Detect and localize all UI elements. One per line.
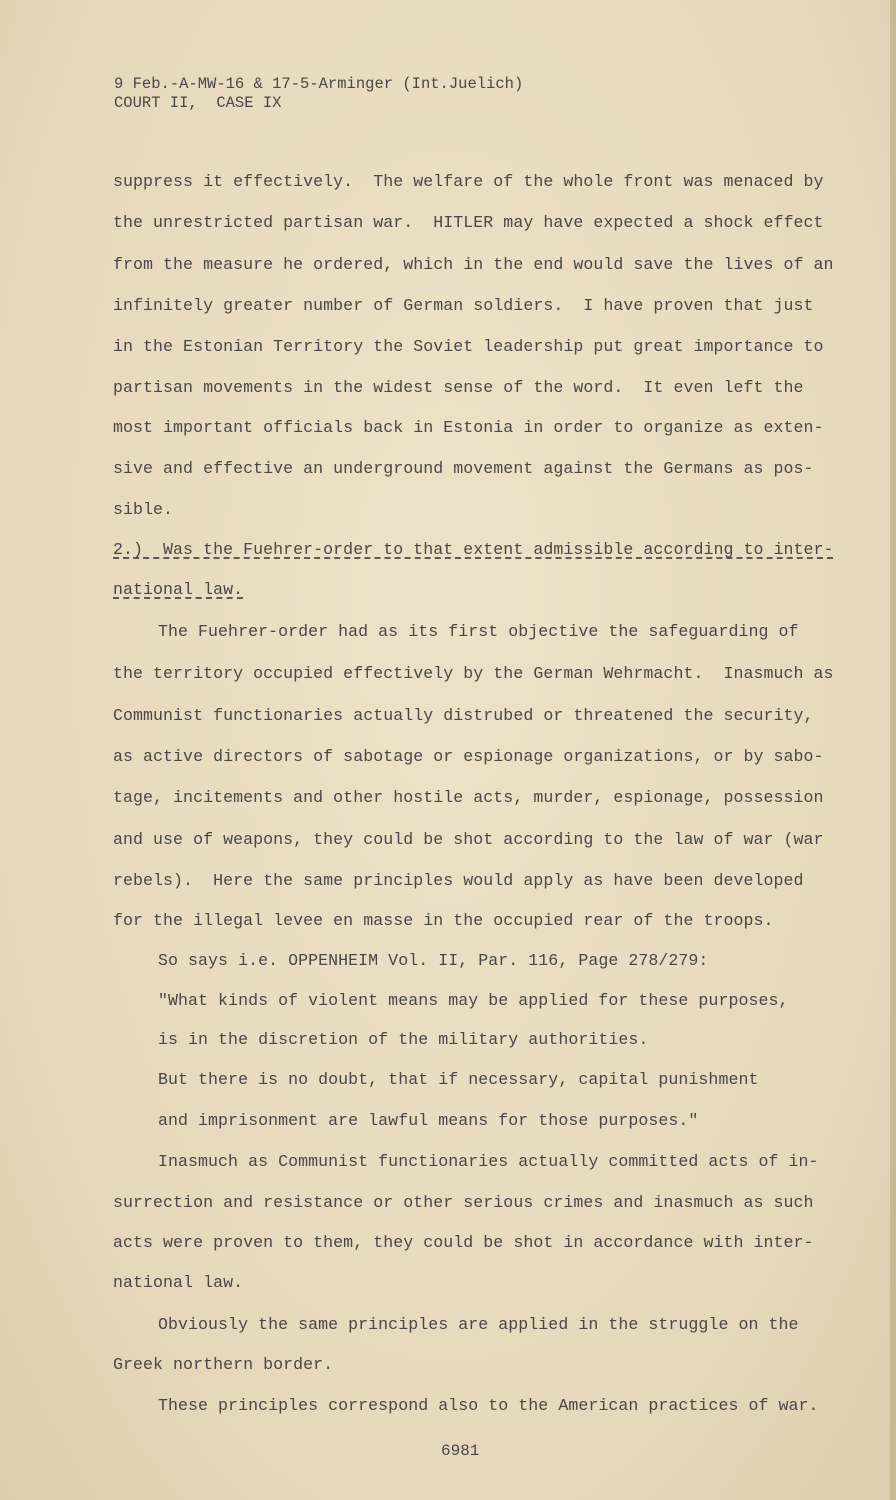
body-text-line: infinitely greater number of German soldiers. I have proven that just: [113, 296, 814, 315]
page-number: 6981: [441, 1442, 480, 1460]
body-text-line: Inasmuch as Communist functionaries actually committed acts of in-: [158, 1152, 819, 1171]
body-text-line: Communist functionaries actually distrubed or threatened the security,: [113, 706, 814, 725]
body-text-line: acts were proven to them, they could be shot in accordance with inter-: [113, 1233, 814, 1252]
body-text-line: as active directors of sabotage or espionage organizations, or by sabo-: [113, 747, 824, 766]
body-text-line: national law.: [113, 1273, 244, 1292]
body-text-line: is in the discretion of the military authorities.: [158, 1030, 649, 1049]
body-text-line: from the measure he ordered, which in the end would save the lives of an: [113, 255, 834, 274]
body-text-line: These principles correspond also to the American practices of war.: [158, 1396, 819, 1415]
body-text-line: rebels). Here the same principles would apply as have been developed: [113, 871, 804, 890]
body-text-line: Obviously the same principles are applied in the struggle on the: [158, 1315, 799, 1334]
body-text-line: "What kinds of violent means may be applied for these purposes,: [158, 991, 789, 1010]
body-text-line: the territory occupied effectively by the German Wehrmacht. Inasmuch as: [113, 664, 834, 683]
body-text-line: most important officials back in Estonia in order to organize as exten-: [113, 418, 824, 437]
body-text-line: and use of weapons, they could be shot according to the law of war (war: [113, 830, 824, 849]
body-text-line: and imprisonment are lawful means for those purposes.": [158, 1111, 699, 1130]
body-text-line: Greek northern border.: [113, 1355, 334, 1374]
body-text-line: So says i.e. OPPENHEIM Vol. II, Par. 116, Page 278/279:: [158, 951, 709, 970]
header-line-1: 9 Feb.-A-MW-16 & 17-5-Arminger (Int.Juelich): [114, 75, 524, 93]
body-text-line: suppress it effectively. The welfare of the whole front was menaced by: [113, 172, 824, 191]
body-text-line: sible.: [113, 500, 174, 519]
body-text-line: The Fuehrer-order had as its first objective the safeguarding of: [158, 622, 799, 641]
body-text-line: But there is no doubt, that if necessary, capital punishment: [158, 1070, 759, 1089]
header-line-2: COURT II, CASE IX: [114, 94, 282, 112]
body-text-line: partisan movements in the widest sense of the word. It even left the: [113, 378, 804, 397]
section-heading-line: national law.: [113, 580, 244, 599]
body-text-line: for the illegal levee en masse in the occupied rear of the troops.: [113, 911, 774, 930]
body-text-line: in the Estonian Territory the Soviet leadership put great importance to: [113, 337, 824, 356]
body-text-line: sive and effective an underground movement against the Germans as pos-: [113, 459, 814, 478]
body-text-line: tage, incitements and other hostile acts, murder, espionage, possession: [113, 788, 824, 807]
body-text-line: the unrestricted partisan war. HITLER may have expected a shock effect: [113, 213, 824, 232]
section-heading-line: 2.) Was the Fuehrer-order to that extent admissible according to inter-: [113, 540, 834, 559]
body-text-line: surrection and resistance or other serious crimes and inasmuch as such: [113, 1193, 814, 1212]
page-edge: [890, 0, 896, 1500]
